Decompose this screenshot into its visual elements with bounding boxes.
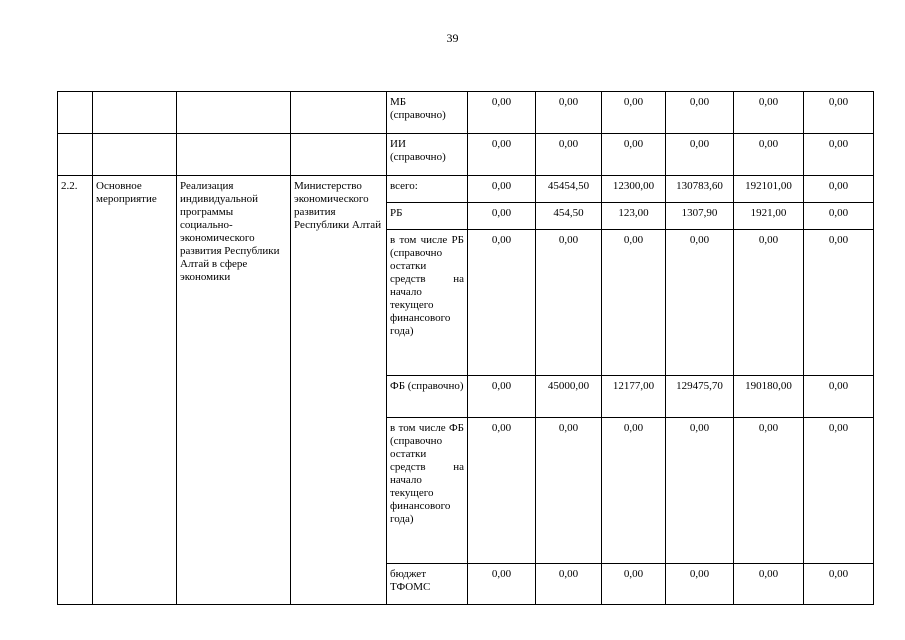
type-cell <box>93 92 177 134</box>
value-cell: 130783,60 <box>666 176 734 203</box>
value-cell: 12300,00 <box>602 176 666 203</box>
value-cell: 0,00 <box>666 230 734 376</box>
value-cell: 0,00 <box>536 230 602 376</box>
page-number: 39 <box>446 31 459 45</box>
value-cell: 0,00 <box>666 418 734 564</box>
value-cell: 0,00 <box>536 92 602 134</box>
value-cell: 0,00 <box>666 564 734 605</box>
table-row <box>58 134 874 176</box>
source-cell: в том числе РБ (справочно остатки средств на начало текущего финансового года) <box>387 230 468 376</box>
value-cell: 0,00 <box>804 564 874 605</box>
value-cell: 190180,00 <box>734 376 804 418</box>
value-cell: 0,00 <box>804 376 874 418</box>
value-cell: 0,00 <box>468 134 536 176</box>
budget-table <box>57 91 874 605</box>
value-cell: 45454,50 <box>536 176 602 203</box>
source-cell: МБ (справочно) <box>387 92 468 134</box>
value-cell: 0,00 <box>536 418 602 564</box>
value-cell: 0,00 <box>468 418 536 564</box>
code-cell <box>58 134 93 176</box>
value-cell: 12177,00 <box>602 376 666 418</box>
item-executor: Министерство экономического развития Республики Алтай <box>291 176 387 605</box>
value-cell: 0,00 <box>734 92 804 134</box>
item-name: Реализация индивидуальной программы социально-экономического развития Республики Алтай в сфере экономики <box>177 176 291 605</box>
name-cell <box>177 92 291 134</box>
value-cell: 0,00 <box>536 564 602 605</box>
value-cell: 0,00 <box>804 203 874 230</box>
code-cell <box>58 92 93 134</box>
value-cell: 0,00 <box>804 230 874 376</box>
value-cell: 0,00 <box>734 418 804 564</box>
value-cell: 0,00 <box>536 134 602 176</box>
value-cell: 0,00 <box>734 564 804 605</box>
executor-cell <box>291 92 387 134</box>
value-cell: 0,00 <box>666 134 734 176</box>
source-cell: в том числе ФБ (справочно остатки средств на начало текущего финансового года) <box>387 418 468 564</box>
source-cell: ФБ (справочно) <box>387 376 468 418</box>
value-cell: 0,00 <box>666 92 734 134</box>
value-cell: 45000,00 <box>536 376 602 418</box>
value-cell: 0,00 <box>468 203 536 230</box>
value-cell: 0,00 <box>468 92 536 134</box>
value-cell: 0,00 <box>602 418 666 564</box>
value-cell: 0,00 <box>468 230 536 376</box>
value-cell: 0,00 <box>602 230 666 376</box>
value-cell: 0,00 <box>804 418 874 564</box>
name-cell <box>177 134 291 176</box>
table-row <box>58 176 874 203</box>
value-cell: 129475,70 <box>666 376 734 418</box>
item-code: 2.2. <box>58 176 93 605</box>
item-type: Основное мероприятие <box>93 176 177 605</box>
value-cell: 0,00 <box>804 92 874 134</box>
executor-cell <box>291 134 387 176</box>
value-cell: 0,00 <box>804 134 874 176</box>
value-cell: 192101,00 <box>734 176 804 203</box>
value-cell: 0,00 <box>468 176 536 203</box>
value-cell: 0,00 <box>734 134 804 176</box>
value-cell: 0,00 <box>602 564 666 605</box>
value-cell: 0,00 <box>468 564 536 605</box>
value-cell: 0,00 <box>804 176 874 203</box>
source-cell: ИИ (справочно) <box>387 134 468 176</box>
type-cell <box>93 134 177 176</box>
source-cell: РБ <box>387 203 468 230</box>
value-cell: 0,00 <box>602 92 666 134</box>
source-cell: всего: <box>387 176 468 203</box>
value-cell: 0,00 <box>468 376 536 418</box>
value-cell: 454,50 <box>536 203 602 230</box>
value-cell: 123,00 <box>602 203 666 230</box>
table-row <box>58 92 874 134</box>
value-cell: 1307,90 <box>666 203 734 230</box>
value-cell: 0,00 <box>734 230 804 376</box>
source-cell: бюджет ТФОМС <box>387 564 468 605</box>
value-cell: 0,00 <box>602 134 666 176</box>
value-cell: 1921,00 <box>734 203 804 230</box>
